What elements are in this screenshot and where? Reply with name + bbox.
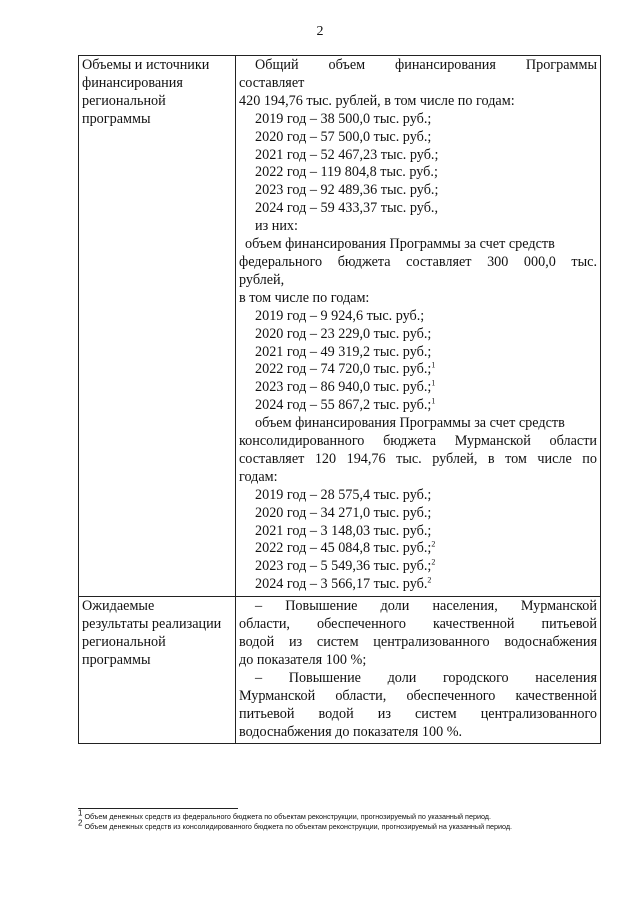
regional-year-item-footnoted [239,576,597,594]
footnote-ref-2: 2 [431,539,436,549]
results-label-line: региональной [82,634,166,650]
federal-year-item-footnoted [239,397,597,415]
total-intro-line: составляет [239,74,305,91]
footnote-text: Объем денежных средств из федерального бюджета по объектам реконструкции, прогнозируемый по указанный период. [84,812,491,821]
federal-year-item-footnoted [239,379,597,397]
regional-year-item: 2021 год – 3 148,03 тыс. руб.; [255,522,432,539]
footnote-ref-1: 1 [431,378,436,388]
regional-year-item-footnoted [239,558,597,576]
footnote-ref-1: 1 [431,360,436,370]
footnote-mark: 2 [78,818,83,828]
footnote-1 [78,808,491,821]
federal-year-text: 2022 год – 74 720,0 тыс. руб.; [255,361,432,378]
federal-year-item: 2019 год – 9 924,6 тыс. руб.; [255,307,425,324]
footnote-ref-2: 2 [427,575,432,585]
financing-label-line: региональной [82,92,166,109]
footnote-2 [78,818,513,831]
regional-line: составляет 120 194,76 тыс. рублей, в том числе по [239,450,597,467]
footnote-mark: 1 [78,808,83,818]
total-year-item: 2022 год – 119 804,8 тыс. руб.; [255,164,438,181]
regional-year-item: 2019 год – 28 575,4 тыс. руб.; [255,486,432,503]
results-label-line: программы [82,651,151,668]
result-item-1-line: водой из систем централизованного водоснабжения [239,634,597,650]
result-item-2-line: водоснабжения до показателя 100 %. [239,723,463,740]
result-item-2-line: – Повышение доли городского населения [255,669,597,686]
regional-year-text: 2023 год – 5 549,36 тыс. руб.; [255,558,432,575]
regional-year-item-footnoted [239,540,597,558]
results-label-cell [79,597,236,744]
federal-line: рублей, [239,271,285,288]
regional-line: консолидированного бюджета Мурманской области [239,433,597,450]
page-number: 2 [316,24,324,39]
total-intro-line: 420 194,76 тыс. рублей, в том числе по годам: [239,92,515,109]
total-year-item: 2020 год – 57 500,0 тыс. руб.; [255,128,432,145]
results-label-line: Ожидаемые [82,598,155,615]
federal-year-item: 2021 год – 49 319,2 тыс. руб.; [255,343,432,360]
financing-value-cell [236,56,601,597]
regional-year-text: 2022 год – 45 084,8 тыс. руб.; [255,540,432,557]
results-value-cell [236,597,601,744]
result-item-1-line: до показателя 100 %; [239,651,367,668]
passport-table [78,55,601,744]
federal-year-item: 2020 год – 23 229,0 тыс. руб.; [255,325,432,342]
total-year-item: 2019 год – 38 500,0 тыс. руб.; [255,110,432,127]
financing-label-line: программы [82,110,151,127]
result-item-2-line: питьевой водой из систем централизованного [239,705,597,722]
total-year-item: 2024 год – 59 433,37 тыс. руб., [255,200,439,217]
federal-year-text: 2024 год – 55 867,2 тыс. руб.; [255,397,432,414]
federal-line: в том числе по годам: [239,289,370,306]
regional-year-text: 2024 год – 3 566,17 тыс. руб. [255,576,428,593]
footnote-divider [78,808,238,809]
table-row-results [79,597,601,744]
result-item-1-line: области, обеспеченного качественной питьевой [239,616,597,633]
results-label-line: результаты реализации [82,616,222,633]
total-intro-line: Общий объем финансирования Программы [255,57,597,73]
result-item-2-line: Мурманской области, обеспеченного качественной [239,687,597,704]
result-item-1-line: – Повышение доли населения, Мурманской [255,598,597,615]
financing-label-line: Объемы и источники [82,57,210,73]
total-year-item: 2023 год – 92 489,36 тыс. руб.; [255,182,439,199]
federal-line: федерального бюджета составляет 300 000,0 тыс. [239,253,597,270]
of-them-label: из них: [255,218,298,235]
financing-label-cell [79,56,236,597]
federal-year-text: 2023 год – 86 940,0 тыс. руб.; [255,379,432,396]
regional-year-item: 2020 год – 34 271,0 тыс. руб.; [255,504,432,521]
footnote-ref-2: 2 [431,557,436,567]
regional-line: объем финансирования Программы за счет средств [255,415,565,432]
financing-label-line: финансирования [82,74,183,91]
total-year-item: 2021 год – 52 467,23 тыс. руб.; [255,146,439,163]
federal-line: объем финансирования Программы за счет средств [245,236,555,253]
federal-year-item-footnoted [239,361,597,379]
footnote-text: Объем денежных средств из консолидированного бюджета по объектам реконструкции, прогнозируемый на указанный период. [84,822,513,831]
regional-line: годам: [239,468,278,485]
footnote-ref-1: 1 [431,396,436,406]
table-row-financing [79,56,601,597]
